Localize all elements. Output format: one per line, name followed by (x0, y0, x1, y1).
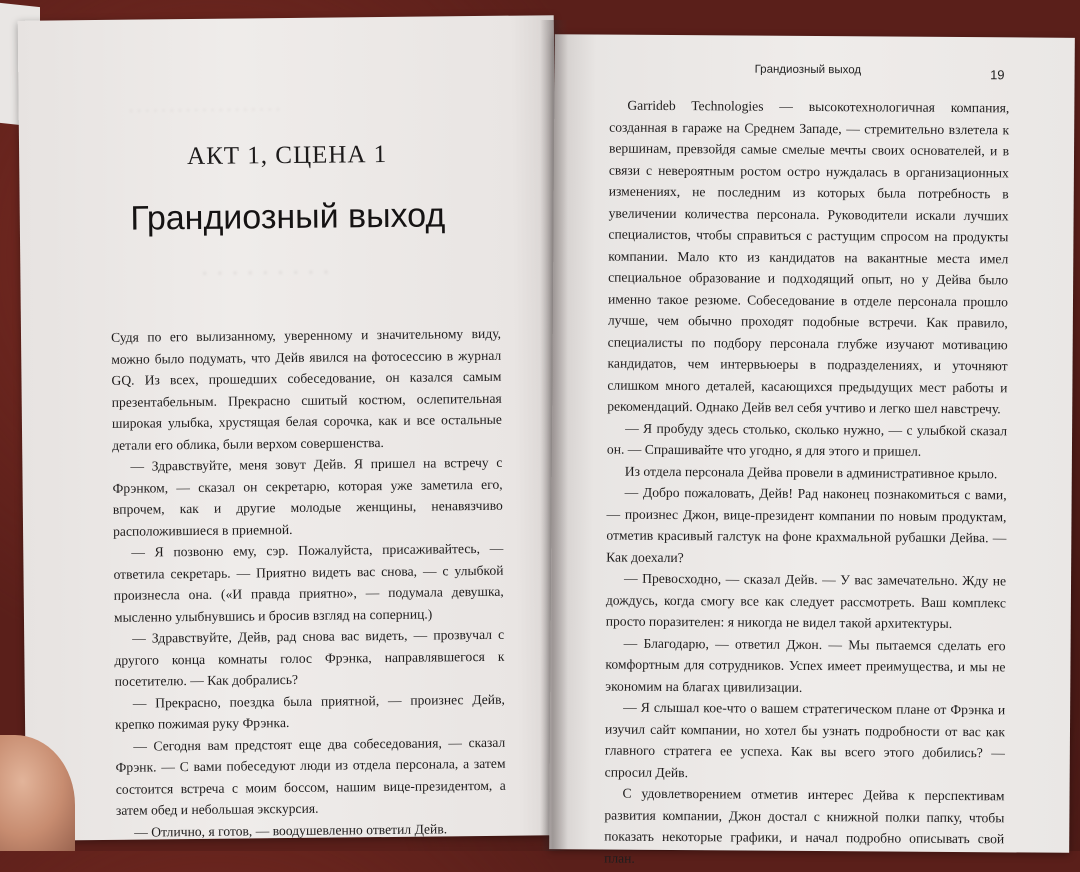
left-body-text (111, 323, 506, 843)
paragraph: Garrideb Technologies — высокотехнологичная компания, созданная в гараже на Среднем Западе, — стремительно взлетела к вершинам, превзойдя самые смелые мечты своих основателей, и в связи с невероятным ростом остро нуждалась в организационных изменениях, не последним из которых была потребность в увеличении количества персонала. Руководители искали лучших специалистов, чтобы справиться с растущим спросом на продукты компании. Мало кто из кандидатов на вакантные места имел специальное образование и подходящий опыт, но у Дейва было именно такое резюме. Собеседование в отделе персонала прошло лучше, чем обычно проходят подобные встречи. Как правило, специалисты по подбору персонала глубже изучают мотивацию кандидатов, чем интервьюеры в подразделениях, и уточняют слишком много деталей, касающихся предыдущих мест работы и рекомендаций. Однако Дейв вел себя учтиво и легко шел навстречу. (607, 97, 1010, 417)
paragraph: — Отлично, я готов, — воодушевленно ответил Дейв. (134, 820, 448, 840)
show-through-heading: · · · · · · · · · (200, 257, 331, 288)
running-head: Грандиозный выход (754, 63, 862, 77)
book-gutter-shadow (540, 20, 568, 851)
paragraph: — Прекрасно, поездка была приятной, — произнес Дейв, крепко пожимая руку Фрэнка. (115, 691, 505, 732)
paragraph: — Здравствуйте, меня зовут Дейв. Я пришел на встречу с Фрэнком, — сказал он секретарю, которая уже заметила его, впрочем, как и другие молодые женщины, ненавязчиво расположившиеся в приемной. (112, 454, 503, 539)
paragraph: С удовлетворением отметив интерес Дейва к перспективам развития компании, Джон достал с книжной полки папку, чтобы показать некоторые графики, и начал подробно описывать свой план. (604, 785, 1005, 866)
paragraph: — Сегодня вам предстоят еще два собеседования, — сказал Фрэнк. — С вами побеседуют люди из отдела персонала, а затем состоится встреча с моим боссом, нашим вице-президентом, а затем обед и небольшая экскурсия. (115, 734, 506, 818)
act-title: АКТ 1, СЦЕНА 1 (186, 140, 388, 171)
paragraph: — Превосходно, — сказал Дейв. — У вас замечательно. Жду не дождусь, когда смогу все как следует рассмотреть. Ваш комплекс просто поразителен: я никогда не видел такой архитектуры. (605, 570, 1007, 631)
right-page (549, 34, 1075, 866)
show-through-text: · · · · · · · · · · · · · · · · · · · (128, 103, 281, 120)
paragraph: Судя по его вылизанному, уверенному и значительному виду, можно было подумать, что Дейв явился на фотосессию в журнал GQ. Из всех, прошедших собеседование, он казался самым презентабельным. Прекрасно сшитый костюм, ослепительная широкая улыбка, хрустящая белая сорочка, как и все остальные детали его облика, были верхом совершенства. (110, 325, 502, 453)
right-body-text (604, 95, 1009, 872)
paragraph: — Благодарю, — ответил Джон. — Мы пытаемся сделать его комфортным для сотрудников. Успех имеет преимущества, и мы не экономим на благах цивилизации. (605, 635, 1006, 695)
paragraph: — Здравствуйте, Дейв, рад снова вас видеть, — прозвучал с другого конца комнаты голос Фрэнка, направлявшегося к посетителю. — Как добрались? (114, 626, 505, 689)
left-page (18, 15, 563, 841)
chapter-title: Грандиозный выход (130, 196, 446, 238)
paragraph: — Я слышал кое-что о вашем стратегическом плане от Фрэнка и изучил сайт компании, но хотел бы узнать подробности от вас как главного стратега ее успеха. Как вы всего этого добились? — спросил Дейв. (604, 699, 1006, 780)
paragraph: — Я позвоню ему, сэр. Пожалуйста, присаживайтесь, — ответила секретарь. — Приятно видеть вас снова, — с улыбкой произнесла она. («И правда приятно», — подумала девушка, мысленно улыбнувшись и бросив взгляд на соперниц.) (113, 540, 504, 625)
paragraph: — Добро пожаловать, Дейв! Рад наконец познакомиться с вами, — произнес Джон, вице-президент компании по новым продуктам, отметив красивый галстук на фоне крахмальной рубашки Дейва. — Как доехали? (606, 484, 1007, 565)
paragraph: Из отдела персонала Дейва провели в административное крыло. (624, 463, 998, 481)
page-number: 19 (990, 67, 1005, 83)
paragraph: — Я пробуду здесь столько, сколько нужно, — с улыбкой сказал он. — Спрашивайте что угодно, я для этого и пришел. (606, 420, 1008, 459)
